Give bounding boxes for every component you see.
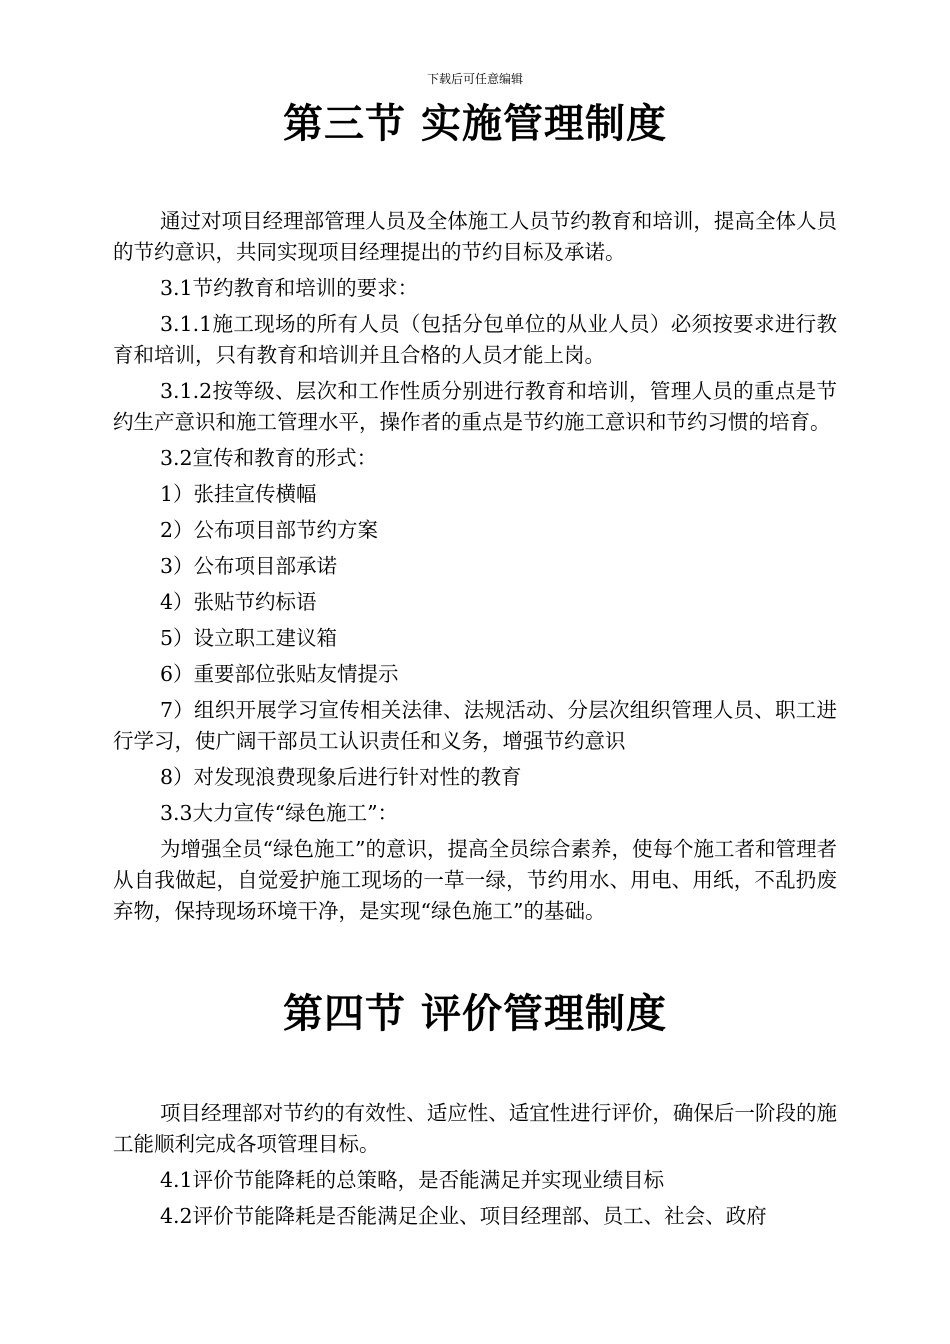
paragraph: 为增强全员“绿色施工”的意识，提高全员综合素养，使每个施工者和管理者从自我做起，自觉爱护施工现场的一草一绿，节约用水、用电、用纸，不乱扔废弃物，保持现场环境干净，是实现“绿色施工”的基础。 (113, 837, 837, 923)
paragraph: 3.1.1施工现场的所有人员（包括分包单位的从业人员）必须按要求进行教育和培训，只有教育和培训并且合格的人员才能上岗。 (113, 312, 837, 367)
paragraph: 3.3大力宣传“绿色施工”： (160, 801, 399, 825)
list-item: 2）公布项目部节约方案 (160, 518, 379, 542)
section-3-body (113, 206, 837, 932)
paragraph: 3.1.2按等级、层次和工作性质分别进行教育和培训，管理人员的重点是节约生产意识和施工管理水平，操作者的重点是节约施工意识和节约习惯的培育。 (113, 379, 837, 434)
list-item: 8）对发现浪费现象后进行针对性的教育 (160, 765, 522, 789)
paragraph: 通过对项目经理部管理人员及全体施工人员节约教育和培训，提高全体人员的节约意识，共同实现项目经理提出的节约目标及承诺。 (113, 209, 837, 264)
list-item: 5）设立职工建议箱 (160, 626, 338, 650)
list-item: 6）重要部位张贴友情提示 (160, 662, 399, 686)
paragraph: 项目经理部对节约的有效性、适应性、适宜性进行评价，确保后一阶段的施工能顺利完成各项管理目标。 (113, 1101, 837, 1156)
paragraph: 4.1评价节能降耗的总策略，是否能满足并实现业绩目标 (160, 1168, 665, 1192)
paragraph: 4.2评价节能降耗是否能满足企业、项目经理部、员工、社会、政府 (160, 1204, 767, 1228)
list-item: 1）张挂宣传横幅 (160, 482, 317, 506)
list-item: 3）公布项目部承诺 (160, 554, 338, 578)
paragraph: 3.2宣传和教育的形式： (160, 446, 378, 470)
header-note: 下载后可任意编辑 (426, 72, 523, 86)
section-3-title: 第三节 实施管理制度 (283, 101, 667, 147)
section-4-body (113, 1098, 837, 1237)
paragraph: 3.1节约教育和培训的要求： (160, 276, 419, 300)
section-4-title: 第四节 评价管理制度 (283, 991, 667, 1037)
list-item: 4）张贴节约标语 (160, 590, 317, 614)
list-item: 7）组织开展学习宣传相关法律、法规活动、分层次组织管理人员、职工进行学习，使广阔干部员工认识责任和义务，增强节约意识 (113, 698, 837, 753)
